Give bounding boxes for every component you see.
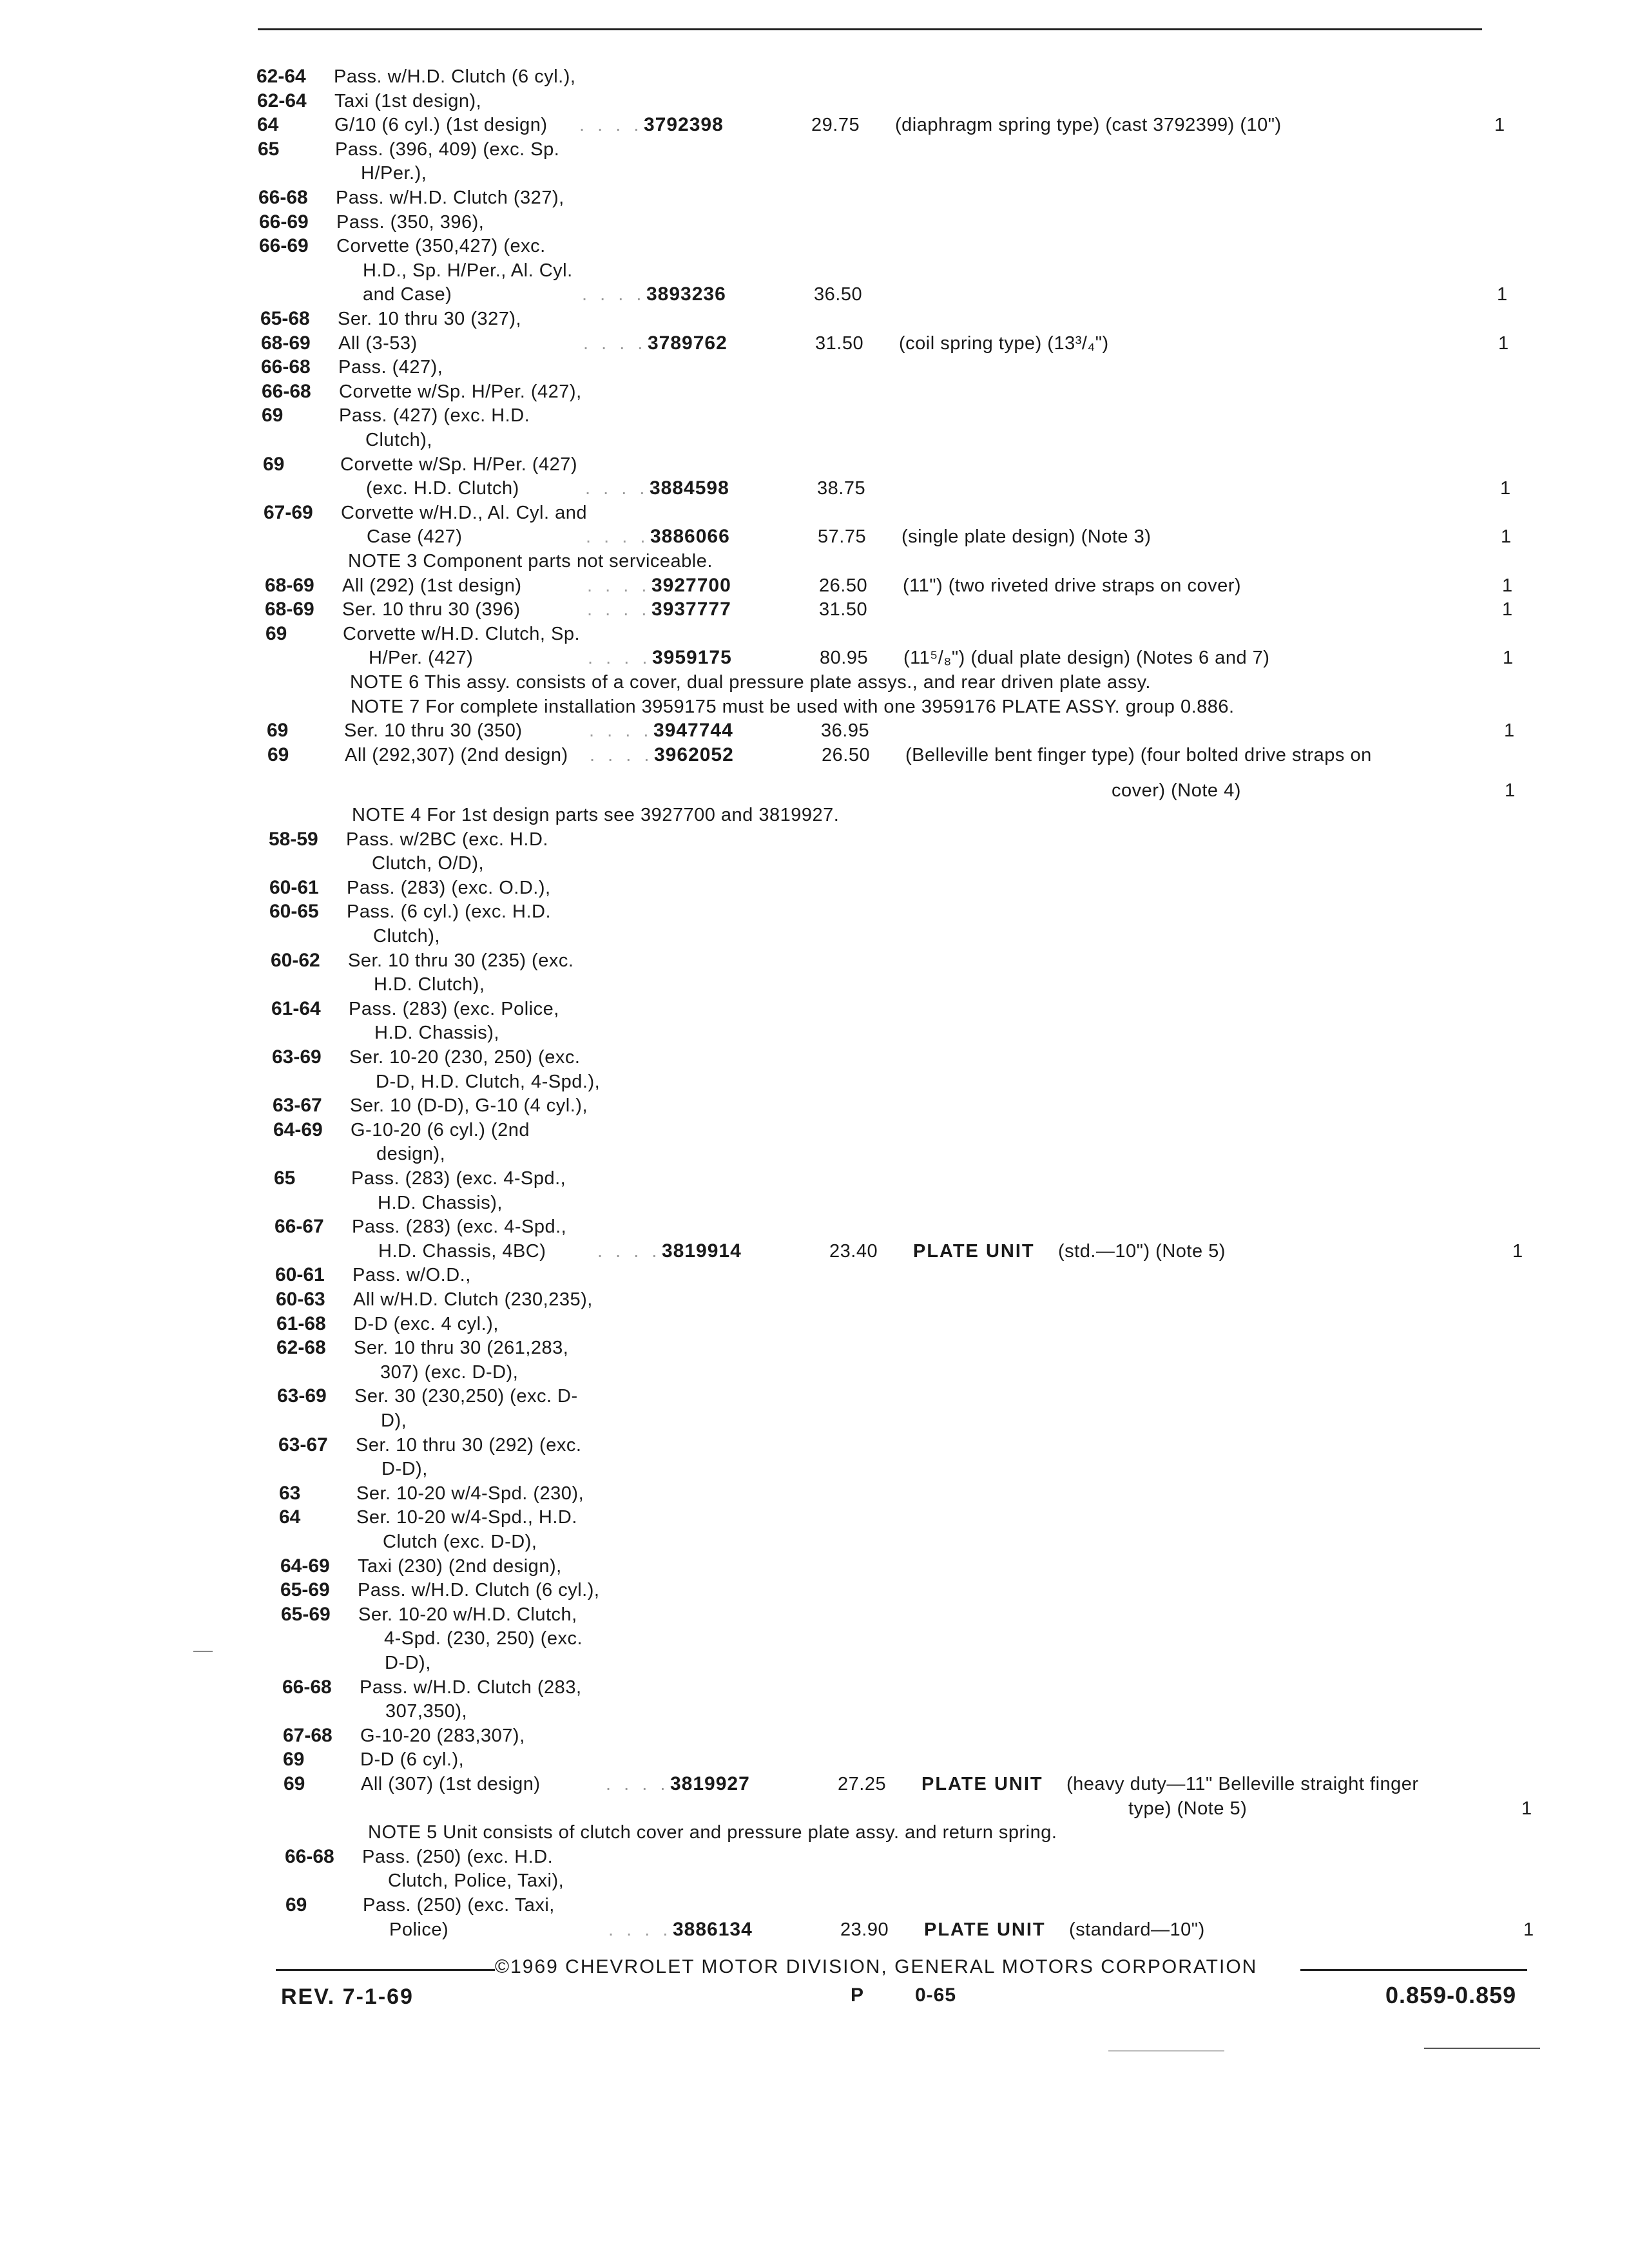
parts-row (265, 597, 1541, 622)
part-number: 3792398 (644, 114, 724, 135)
part-description: (heavy duty—11" Belleville straight finger (1066, 1774, 1419, 1794)
model-years: 63-69 (272, 1046, 322, 1068)
parts-row (265, 646, 1541, 670)
parts-row (259, 210, 1535, 235)
application-text: G/10 (6 cyl.) (1st design) (334, 115, 548, 135)
application-text: Ser. 10 thru 30 (292) (exc. (356, 1435, 582, 1456)
parts-row (262, 428, 1538, 452)
note-text: NOTE 4 For 1st design parts see 3927700 and 3819927. (352, 805, 840, 825)
application-text: Pass. (283) (exc. 4-Spd., (352, 1216, 567, 1237)
price: 23.40 (829, 1241, 878, 1262)
parts-row (270, 924, 1546, 948)
model-years: 68-69 (261, 332, 311, 354)
application-text: Ser. 10-20 w/H.D. Clutch, (358, 1604, 577, 1625)
application-text: Corvette w/Sp. H/Per. (427), (339, 381, 582, 402)
part-name: PLATE UNIT (913, 1241, 1035, 1262)
application-text: Corvette w/H.D., Al. Cyl. and (341, 503, 587, 523)
application-text: Pass. w/H.D. Clutch (6 cyl.), (334, 66, 576, 87)
application-text: Taxi (1st design), (334, 91, 482, 111)
parts-row (258, 186, 1534, 210)
parts-row (273, 1142, 1549, 1166)
application-text: Pass. w/H.D. Clutch (283, (360, 1677, 582, 1698)
application-text: Ser. 10 (D-D), G-10 (4 cyl.), (350, 1095, 588, 1116)
application-text: Pass. (283) (exc. 4-Spd., (351, 1168, 566, 1189)
model-years: 66-69 (259, 211, 309, 233)
price: 31.50 (815, 333, 864, 354)
model-years: 69 (267, 744, 289, 765)
application-text: Pass. (350, 396), (336, 212, 485, 233)
application-text: 4-Spd. (230, 250) (exc. (384, 1628, 583, 1649)
parts-row (280, 1554, 1556, 1579)
parts-row (282, 1675, 1558, 1700)
application-text: Pass. (6 cyl.) (exc. H.D. (347, 901, 552, 922)
model-years: 69 (265, 623, 287, 644)
application-text: D-D (6 cyl.), (360, 1749, 465, 1770)
leader-dots: . . . . (587, 599, 651, 620)
page-number: 0-65 (915, 1984, 957, 2006)
part-number: 3819927 (670, 1773, 750, 1794)
parts-row (275, 1215, 1550, 1239)
group-number: 0.859-0.859 (1385, 1982, 1517, 2008)
model-years: 66-69 (259, 235, 309, 256)
application-text: Ser. 10 thru 30 (396) (342, 599, 521, 620)
quantity: 1 (1504, 720, 1515, 741)
application-text: Corvette w/Sp. H/Per. (427) (340, 454, 578, 475)
quantity: 1 (1512, 1241, 1523, 1262)
parts-row (258, 161, 1534, 186)
scan-mark (193, 1651, 213, 1652)
quantity: 1 (1503, 648, 1514, 668)
note-line (267, 695, 1543, 719)
application-text: Case (427) (367, 526, 463, 547)
leader-dots: . . . . (579, 115, 643, 135)
quantity: 1 (1502, 599, 1513, 620)
part-number: 3927700 (651, 575, 731, 596)
model-years: 63-67 (273, 1095, 322, 1116)
leader-dots: . . . . (583, 333, 647, 354)
model-years: 63-69 (277, 1385, 327, 1407)
parts-row (278, 1408, 1554, 1433)
application-text: Pass. w/O.D., (352, 1265, 471, 1285)
parts-row (260, 307, 1536, 331)
leader-dots: . . . . (586, 526, 650, 547)
parts-row (280, 1578, 1556, 1602)
price: 29.75 (811, 115, 860, 135)
parts-row (264, 524, 1539, 549)
part-description: (11⁵/₈") (dual plate design) (Notes 6 and 7) (903, 648, 1270, 668)
model-years: 64 (257, 114, 279, 135)
application-text: Pass. (427), (338, 357, 443, 378)
quantity: 1 (1497, 284, 1508, 305)
application-text: Clutch (exc. D-D), (383, 1532, 537, 1552)
leader-dots: . . . . (582, 284, 646, 305)
parts-row (269, 899, 1545, 924)
application-text: D-D), (381, 1459, 428, 1479)
model-years: 67-68 (283, 1725, 333, 1746)
scan-mark (1424, 2048, 1540, 2049)
application-text: Ser. 10 thru 30 (327), (338, 309, 522, 329)
price: 31.50 (819, 599, 868, 620)
model-years: 60-62 (271, 950, 320, 971)
model-years: 66-68 (282, 1677, 332, 1698)
parts-row (261, 355, 1537, 380)
part-number: 3886066 (650, 526, 730, 547)
part-number: 3962052 (654, 744, 734, 765)
model-years: 60-63 (276, 1289, 325, 1310)
model-years: 69 (284, 1773, 305, 1794)
parts-row (282, 1651, 1557, 1675)
note-line (266, 670, 1542, 695)
parts-row (279, 1481, 1555, 1506)
application-text: Ser. 10-20 w/4-Spd. (230), (356, 1483, 584, 1504)
model-years: 66-67 (275, 1216, 324, 1237)
application-text: Police) (389, 1919, 449, 1940)
application-text: All (3-53) (338, 333, 418, 354)
price: 36.50 (814, 284, 863, 305)
application-text: Pass. (250) (exc. Taxi, (363, 1895, 555, 1916)
application-text: 307) (exc. D-D), (380, 1362, 519, 1383)
parts-row (276, 1312, 1552, 1336)
application-text: D), (381, 1410, 407, 1431)
parts-row (278, 1457, 1554, 1481)
footer-rule-right (1300, 1969, 1527, 1971)
parts-row (273, 1093, 1548, 1118)
model-years: 65-69 (281, 1604, 331, 1625)
parts-row (263, 452, 1539, 477)
parts-row (259, 234, 1535, 258)
model-years: 66-68 (258, 187, 308, 208)
note-text: NOTE 7 For complete installation 3959175 must be used with one 3959176 PLATE ASSY. group 0.886. (351, 697, 1235, 717)
quantity: 1 (1523, 1919, 1534, 1940)
top-rule (258, 28, 1482, 30)
model-years: 66-68 (262, 381, 311, 402)
model-years: 66-68 (285, 1846, 334, 1867)
leader-dots: . . . . (589, 720, 653, 741)
model-years: 60-61 (275, 1264, 325, 1285)
leader-dots: . . . . (608, 1919, 672, 1940)
application-text: H.D. Chassis), (378, 1193, 503, 1213)
parts-row (273, 1118, 1549, 1142)
parts-row (275, 1191, 1550, 1215)
revision-date: REV. 7-1-69 (281, 1984, 414, 2009)
parts-row (272, 1045, 1548, 1070)
application-text: Pass. (283) (exc. Police, (349, 999, 559, 1019)
model-years: 69 (285, 1894, 307, 1916)
model-years: 69 (267, 720, 289, 741)
application-text: Ser. 10-20 w/4-Spd., H.D. (356, 1507, 577, 1528)
application-text: All (292) (1st design) (342, 575, 522, 596)
parts-row (265, 622, 1541, 646)
parts-row (265, 573, 1541, 598)
price: 38.75 (817, 478, 866, 499)
parts-row (258, 137, 1534, 162)
page-prefix: P (851, 1984, 864, 2006)
note-line (264, 549, 1540, 573)
parts-row (262, 380, 1537, 404)
parts-row (275, 1239, 1551, 1264)
application-text: H/Per. (427) (369, 648, 474, 668)
application-text: D-D (exc. 4 cyl.), (354, 1314, 499, 1334)
application-text: Pass. (250) (exc. H.D. (362, 1847, 554, 1867)
application-text: and Case) (363, 284, 452, 305)
model-years: 68-69 (265, 575, 314, 596)
parts-row (267, 718, 1543, 743)
application-text: H.D., Sp. H/Per., Al. Cyl. (363, 260, 573, 281)
application-text: Corvette w/H.D. Clutch, Sp. (343, 624, 581, 644)
parts-row (277, 1384, 1553, 1408)
application-text: All (292,307) (2nd design) (345, 745, 568, 765)
parts-row (283, 1724, 1559, 1748)
model-years: 67-69 (264, 502, 313, 523)
parts-row (269, 876, 1545, 900)
quantity: 1 (1521, 1798, 1532, 1819)
parts-row (262, 403, 1537, 428)
application-text: D-D), (385, 1653, 431, 1673)
price: 23.90 (840, 1919, 889, 1940)
application-text: Corvette (350,427) (exc. (336, 236, 546, 256)
leader-dots: . . . . (588, 648, 651, 668)
part-description: (diaphragm spring type) (cast 3792399) (10") (895, 115, 1282, 135)
part-number: 3789762 (648, 332, 728, 354)
quantity: 1 (1505, 780, 1516, 801)
scan-mark (1108, 2050, 1224, 2052)
part-name: PLATE UNIT (924, 1919, 1046, 1940)
note-line (268, 803, 1544, 827)
model-years: 68-69 (265, 599, 314, 620)
application-text: H/Per.), (361, 163, 427, 184)
price: 80.95 (820, 648, 869, 668)
parts-row (257, 113, 1533, 137)
application-text: Ser. 10 thru 30 (235) (exc. (348, 950, 574, 971)
copyright-text: ©1969 CHEVROLET MOTOR DIVISION, GENERAL MOTORS CORPORATION (495, 1956, 1258, 1977)
parts-row (267, 778, 1543, 803)
parts-row (273, 1070, 1548, 1094)
parts-row (281, 1626, 1557, 1651)
parts-row (271, 997, 1547, 1021)
parts-row (278, 1433, 1554, 1457)
part-description: (Belleville bent finger type) (four bolted drive straps on (905, 745, 1372, 765)
model-years: 66-68 (261, 356, 311, 378)
application-text: All (307) (1st design) (361, 1774, 541, 1794)
part-name: PLATE UNIT (921, 1774, 1043, 1794)
part-description: (11") (two riveted drive straps on cover) (903, 575, 1242, 596)
model-years: 65 (258, 139, 280, 160)
parts-row (275, 1263, 1551, 1287)
application-text: Pass. (427) (exc. H.D. (339, 405, 530, 426)
parts-row (280, 1530, 1556, 1554)
part-number: 3886134 (673, 1919, 753, 1940)
model-years: 61-64 (271, 998, 321, 1019)
application-text: H.D. Chassis, 4BC) (378, 1241, 546, 1262)
part-number: 3893236 (646, 284, 726, 305)
application-text: Clutch, Police, Taxi), (388, 1870, 564, 1891)
part-description: (standard—10") (1069, 1919, 1205, 1940)
leader-dots: . . . . (606, 1774, 670, 1794)
application-text: Pass. w/2BC (exc. H.D. (346, 829, 548, 850)
parts-row (271, 972, 1547, 997)
part-number: 3947744 (653, 720, 733, 741)
parts-row (284, 1796, 1560, 1821)
quantity: 1 (1494, 115, 1505, 135)
application-text: Ser. 10 thru 30 (261,283, (354, 1338, 569, 1358)
note-line (284, 1820, 1560, 1845)
price: 26.50 (819, 575, 868, 596)
parts-row (257, 89, 1533, 113)
parts-row (274, 1166, 1550, 1191)
part-number: 3819914 (662, 1240, 742, 1262)
model-years: 63-67 (278, 1434, 328, 1456)
application-text: Taxi (230) (2nd design), (358, 1556, 562, 1577)
price: 57.75 (818, 526, 867, 547)
model-years: 62-64 (257, 90, 307, 111)
parts-row (283, 1747, 1559, 1772)
price: 27.25 (838, 1774, 887, 1794)
model-years: 63 (279, 1483, 301, 1504)
model-years: 69 (283, 1749, 305, 1770)
application-text: design), (376, 1144, 446, 1164)
application-text: H.D. Chassis), (374, 1023, 499, 1043)
model-years: 65-69 (280, 1579, 330, 1600)
model-years: 65 (274, 1168, 296, 1189)
application-text: (exc. H.D. Clutch) (366, 478, 519, 499)
model-years: 69 (262, 405, 284, 426)
application-text: All w/H.D. Clutch (230,235), (353, 1289, 593, 1310)
application-text: Pass. (396, 409) (exc. Sp. (335, 139, 560, 160)
model-years: 58-59 (269, 829, 318, 850)
model-years: 65-68 (260, 308, 310, 329)
application-text: Ser. 30 (230,250) (exc. D- (354, 1386, 578, 1407)
parts-row (276, 1336, 1552, 1360)
leader-dots: . . . . (590, 745, 653, 765)
parts-row (277, 1360, 1553, 1385)
model-years: 64-69 (280, 1555, 330, 1577)
parts-row (271, 1021, 1547, 1045)
model-years: 62-68 (276, 1337, 326, 1358)
parts-row (281, 1602, 1557, 1627)
part-number: 3959175 (652, 647, 732, 668)
application-text: Pass. (283) (exc. O.D.), (347, 878, 551, 898)
parts-row (261, 331, 1537, 356)
part-description: (std.—10") (Note 5) (1058, 1241, 1226, 1262)
note-text: NOTE 3 Component parts not serviceable. (348, 551, 713, 572)
application-text: D-D, H.D. Clutch, 4-Spd.), (376, 1072, 601, 1092)
part-number: 3884598 (650, 477, 729, 499)
parts-row (286, 1917, 1562, 1942)
part-description: (single plate design) (Note 3) (901, 526, 1152, 547)
part-number: 3937777 (651, 599, 731, 620)
application-text: Pass. w/H.D. Clutch (6 cyl.), (358, 1580, 600, 1600)
parts-row (284, 1772, 1559, 1796)
quantity: 1 (1500, 478, 1511, 499)
quantity: 1 (1498, 333, 1509, 354)
leader-dots: . . . . (585, 478, 649, 499)
price: 26.50 (822, 745, 871, 765)
model-years: 61-68 (276, 1313, 326, 1334)
application-text: H.D. Clutch), (374, 974, 485, 995)
footer-rule-left (276, 1969, 495, 1971)
application-text: Pass. w/H.D. Clutch (327), (336, 187, 564, 208)
part-description-cont: cover) (Note 4) (1112, 780, 1241, 801)
parts-row (260, 282, 1536, 307)
parts-row (285, 1869, 1561, 1893)
parts-row (285, 1893, 1561, 1917)
leader-dots: . . . . (587, 575, 651, 596)
application-text: Ser. 10 thru 30 (350) (344, 720, 523, 741)
model-years: 69 (263, 454, 285, 475)
parts-row (279, 1505, 1555, 1530)
part-description: (coil spring type) (13³/₄") (899, 333, 1109, 354)
parts-row (256, 64, 1532, 89)
parts-row (269, 827, 1545, 852)
model-years: 64 (279, 1506, 301, 1528)
model-years: 60-61 (269, 877, 319, 898)
parts-row (285, 1845, 1561, 1869)
application-text: Ser. 10-20 (230, 250) (exc. (349, 1047, 581, 1068)
parts-row (282, 1699, 1558, 1724)
part-description-cont: type) (Note 5) (1128, 1798, 1248, 1819)
note-text: NOTE 5 Unit consists of clutch cover and pressure plate assy. and return spring. (368, 1822, 1057, 1843)
parts-row (267, 743, 1543, 767)
model-years: 64-69 (273, 1119, 323, 1140)
quantity: 1 (1501, 526, 1512, 547)
model-years: 60-65 (269, 901, 319, 922)
model-years: 62-64 (256, 66, 306, 87)
leader-dots: . . . . (597, 1241, 661, 1262)
parts-row (271, 948, 1547, 973)
parts-row (269, 851, 1545, 876)
application-text: G-10-20 (283,307), (360, 1725, 525, 1746)
parts-row (264, 501, 1539, 525)
note-text: NOTE 6 This assy. consists of a cover, dual pressure plate assys., and rear driven plate assy. (350, 672, 1151, 693)
quantity: 1 (1502, 575, 1513, 596)
parts-row (263, 476, 1539, 501)
price: 36.95 (821, 720, 870, 741)
parts-row (260, 258, 1536, 283)
application-text: Clutch), (373, 926, 440, 947)
application-text: G-10-20 (6 cyl.) (2nd (351, 1120, 530, 1140)
application-text: Clutch, O/D), (372, 853, 485, 874)
application-text: 307,350), (385, 1701, 468, 1722)
application-text: Clutch), (365, 430, 432, 450)
parts-row (276, 1287, 1552, 1312)
